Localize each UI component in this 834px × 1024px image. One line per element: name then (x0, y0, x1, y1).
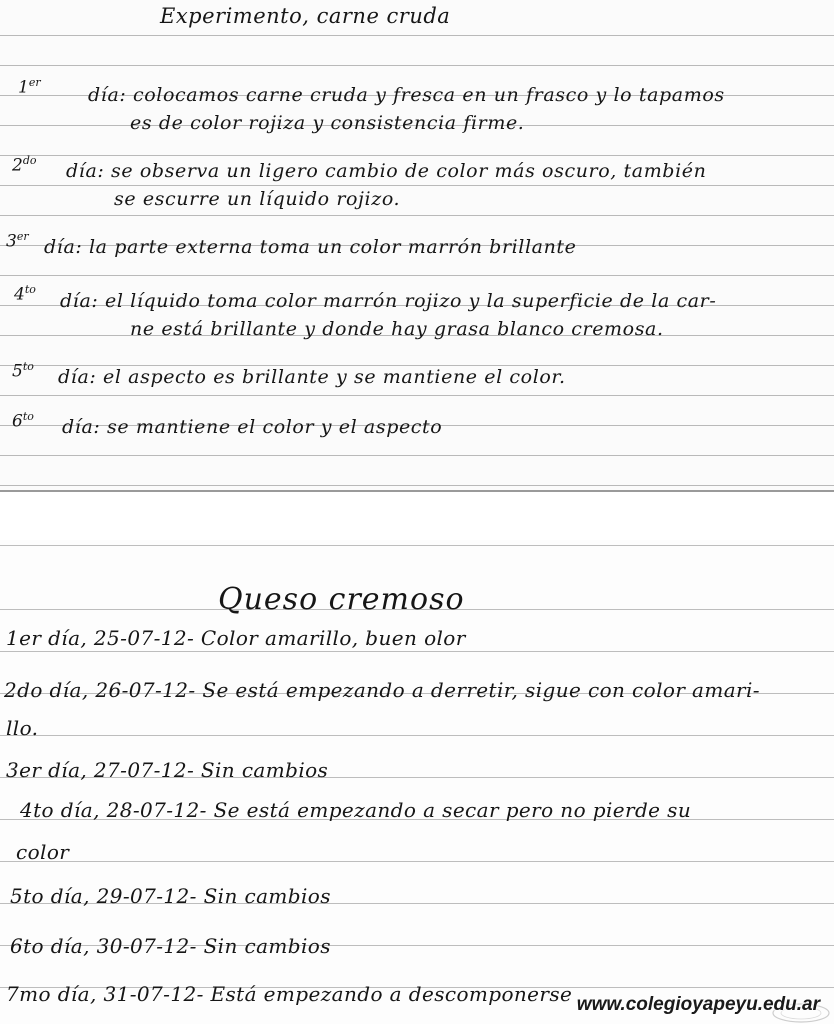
website-watermark: www.colegioyapeyu.edu.ar (576, 994, 820, 1015)
entry-line: día: se observa un ligero cambio de color más oscuro, también (66, 160, 707, 182)
entry-line: color (16, 840, 70, 864)
entry-line: 1er día, 25-07-12- Color amarillo, buen olor (6, 626, 466, 650)
entry-line: llo. (6, 716, 39, 740)
entry-line: día: el aspecto es brillante y se mantiene el color. (58, 366, 566, 388)
entry-line: es de color rojiza y consistencia firme. (130, 112, 525, 134)
entry-line: 5to día, 29-07-12- Sin cambios (10, 884, 331, 908)
entry-line: 6to día, 30-07-12- Sin cambios (10, 934, 331, 958)
entry-line: día: el líquido toma color marrón rojizo y la superficie de la car- (60, 290, 717, 312)
day-label: $2^{do}$ (12, 154, 37, 176)
day-label: $4^{to}$ (14, 283, 36, 305)
entry-line: día: se mantiene el color y el aspecto (62, 416, 443, 438)
notebook-sheet-queso (0, 540, 834, 1024)
notebook-sheet-carne (0, 0, 834, 492)
day-label: 3er (6, 230, 29, 252)
ordinal-suffix: to (24, 283, 36, 296)
day-label: 1er (18, 76, 41, 98)
ordinal-suffix: to (22, 360, 34, 373)
entry-line: 7mo día, 31-07-12- Está empezando a descomponerse (6, 982, 573, 1006)
entry-line: se escurre un líquido rojizo. (114, 188, 401, 210)
entry-line: día: la parte externa toma un color marrón brillante (44, 236, 577, 258)
section-title: Queso cremoso (218, 582, 465, 617)
entry-line: 4to día, 28-07-12- Se está empezando a secar pero no pierde su (20, 798, 692, 822)
entry-line: 3er día, 27-07-12- Sin cambios (6, 758, 329, 782)
day-label: $6^{to}$ (12, 410, 34, 432)
ordinal-suffix: do (22, 154, 37, 167)
ordinal-suffix: to (22, 410, 34, 423)
day-label: $5^{to}$ (12, 360, 34, 382)
ordinal-suffix: er (28, 76, 41, 89)
entry-line: 2do día, 26-07-12- Se está empezando a derretir, sigue con color amari- (4, 678, 760, 702)
entry-line: ne está brillante y donde hay grasa blanco cremosa. (130, 318, 664, 340)
ordinal-suffix: er (16, 230, 29, 243)
page-title: Experimento, carne cruda (160, 4, 451, 28)
entry-line: día: colocamos carne cruda y fresca en un frasco y lo tapamos (88, 84, 725, 106)
